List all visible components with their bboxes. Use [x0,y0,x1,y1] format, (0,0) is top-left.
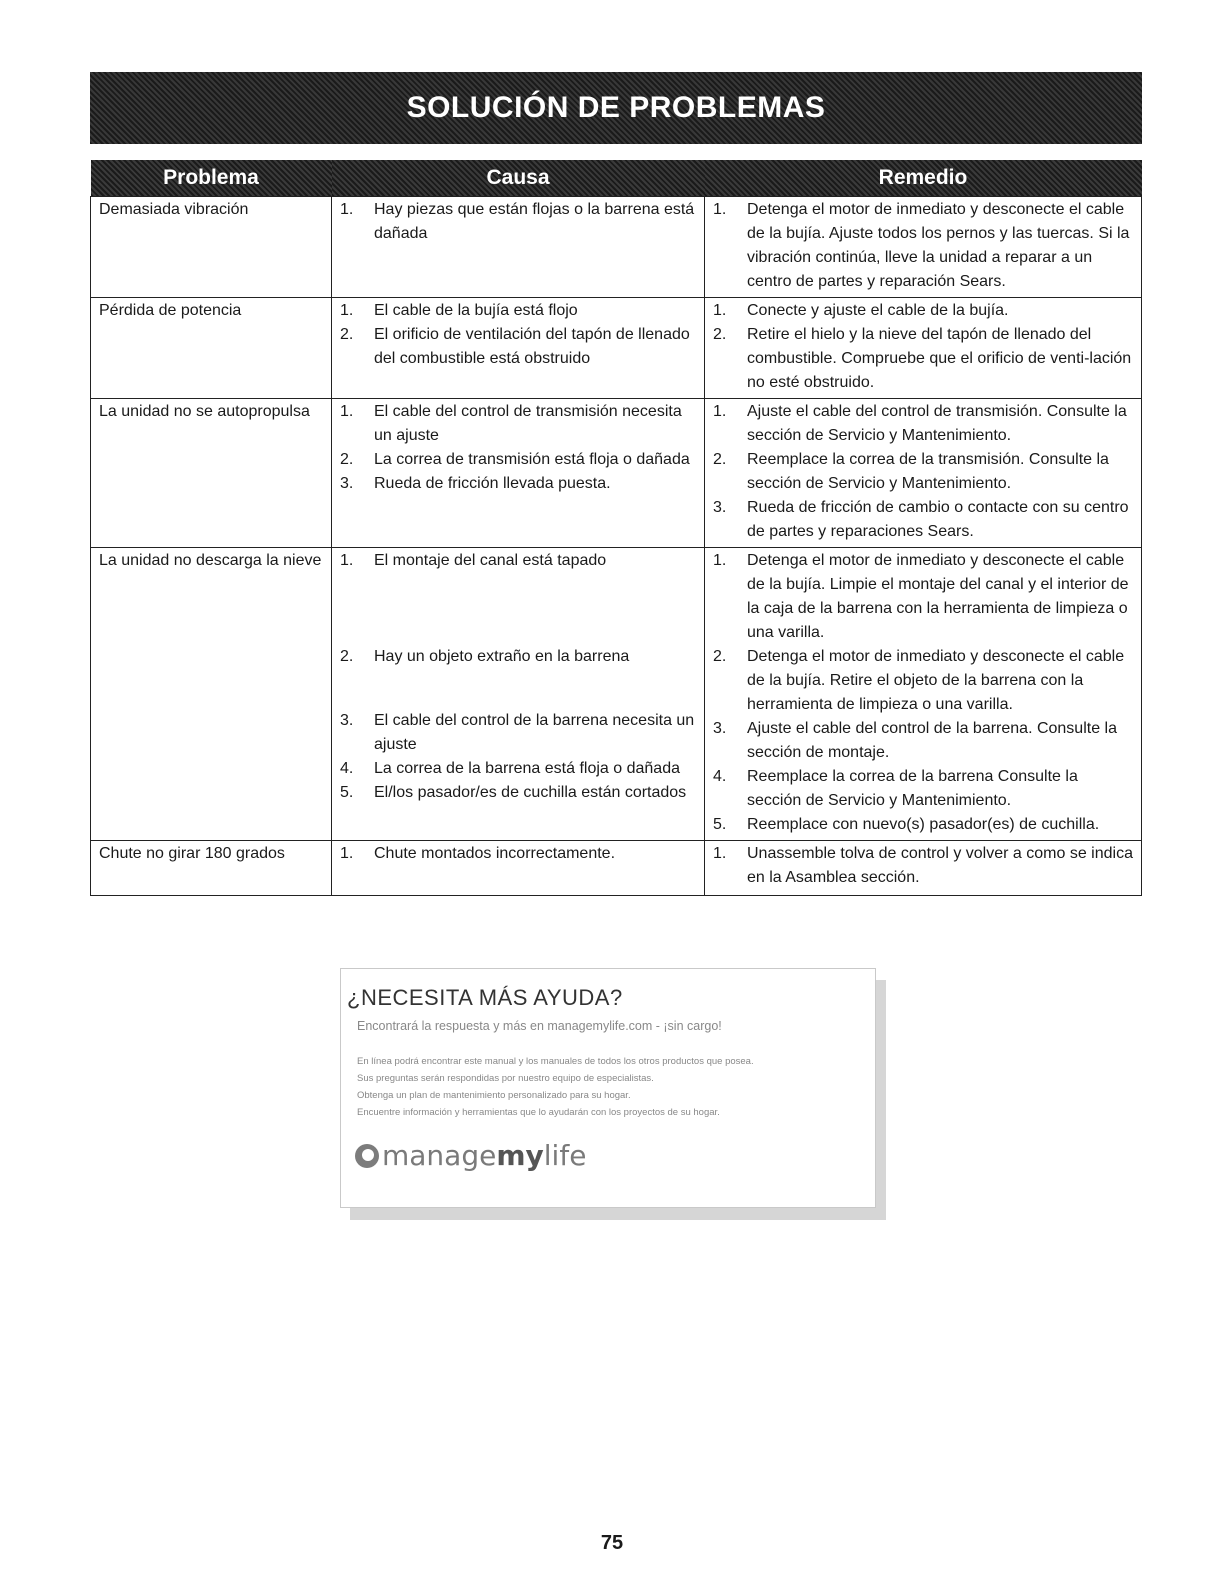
item-number: 3. [713,499,727,516]
remedy-cell [705,399,1142,548]
item-text: Reemplace con nuevo(s) pasador(es) de cuchilla. [747,816,1100,833]
item-number: 2. [340,451,354,468]
problem-cell: Demasiada vibración [91,197,332,298]
cause-item [340,709,698,757]
cause-item [340,842,698,866]
problem-cell: Pérdida de potencia [91,298,332,399]
item-text: Retire el hielo y la nieve del tapón de llenado del combustible. Compruebe que el orificio de venti-lación no esté obstruido. [747,326,1132,391]
help-bullets [357,1053,754,1121]
item-number: 3. [340,712,354,729]
table-row [91,197,1142,298]
item-text: Unassemble tolva de control y volver a como se indica en la Asamblea sección. [747,845,1133,886]
item-text: Detenga el motor de inmediato y desconecte el cable de la bujía. Retire el objeto de la barrena con la herramienta de limpieza o una varilla. [747,648,1125,713]
item-text: Conecte y ajuste el cable de la bujía. [747,302,1009,319]
cause-item [340,323,698,371]
troubleshooting-table [90,160,1142,896]
cause-item [340,757,698,781]
table-row [91,548,1142,841]
item-text: La correa de transmisión está floja o dañada [374,451,690,468]
table-row [91,399,1142,548]
cause-cell [332,399,705,548]
table-row [91,841,1142,896]
table-header-row [91,160,1142,197]
item-number: 1. [340,302,354,319]
item-text: El orificio de ventilación del tapón de llenado del combustible está obstruido [374,326,690,367]
item-number: 4. [713,768,727,785]
item-number: 2. [713,451,727,468]
item-number: 5. [340,784,354,801]
help-bullet: Sus preguntas serán respondidas por nuestro equipo de especialistas. [357,1073,654,1084]
remedy-item [713,645,1135,717]
item-number: 1. [340,201,354,218]
item-number: 1. [713,302,727,319]
item-text: El cable del control de transmisión necesita un ajuste [374,403,682,444]
cause-item [340,299,698,323]
cause-item [340,781,698,805]
remedy-item [713,765,1135,813]
item-number: 2. [340,648,354,665]
item-text: La correa de la barrena está floja o dañada [374,760,680,777]
cause-cell [332,548,705,841]
problem-cell: La unidad no se autopropulsa [91,399,332,548]
item-text: El montaje del canal está tapado [374,552,607,569]
item-number: 2. [340,326,354,343]
cause-item [340,448,698,472]
remedy-item [713,549,1135,645]
problem-cell: Chute no girar 180 grados [91,841,332,896]
item-text: Detenga el motor de inmediato y desconecte el cable de la bujía. Ajuste todos los pernos y las tuercas. Si la vibración continúa, lleve la unidad a reparar a un centro de partes y reparación Sears. [747,201,1130,290]
problem-cell: La unidad no descarga la nieve [91,548,332,841]
help-bullet: Encuentre información y herramientas que lo ayudarán con los proyectos de su hogar. [357,1107,720,1118]
help-bullet: En línea podrá encontrar este manual y los manuales de todos los otros productos que posea. [357,1056,754,1067]
item-number: 3. [713,720,727,737]
item-number: 5. [713,816,727,833]
item-number: 1. [713,201,727,218]
remedy-item [713,198,1135,294]
page-number: 75 [600,1532,624,1554]
help-subtitle: Encontrará la respuesta y más en managemylife.com - ¡sin cargo! [357,1019,722,1033]
help-bullet: Obtenga un plan de mantenimiento personalizado para su hogar. [357,1090,631,1101]
item-text: Ajuste el cable del control de la barrena. Consulte la sección de montaje. [747,720,1117,761]
remedy-item [713,323,1135,395]
cause-cell [332,841,705,896]
item-number: 1. [713,403,727,420]
item-text: Reemplace la correa de la transmisión. Consulte la sección de Servicio y Mantenimiento. [747,451,1109,492]
remedy-cell [705,298,1142,399]
help-box [340,968,876,1208]
item-number: 1. [340,845,354,862]
help-title: ¿NECESITA MÁS AYUDA? [347,985,623,1010]
remedy-item [713,448,1135,496]
header-cause: Causa [332,160,705,197]
remedy-item [713,813,1135,837]
cause-item [340,400,698,448]
remedy-item [713,717,1135,765]
table-row [91,298,1142,399]
cause-cell [332,298,705,399]
remedy-cell [705,548,1142,841]
cause-item [340,645,698,669]
title-bar [90,72,1142,144]
item-text: Ajuste el cable del control de transmisión. Consulte la sección de Servicio y Mantenimiento. [747,403,1127,444]
remedy-item [713,496,1135,544]
item-number: 1. [340,552,354,569]
item-number: 1. [340,403,354,420]
managemylife-logo [355,1139,586,1172]
item-number: 1. [713,845,727,862]
item-number: 1. [713,552,727,569]
item-text: Reemplace la correa de la barrena Consulte la sección de Servicio y Mantenimiento. [747,768,1078,809]
cause-item [340,472,698,496]
logo-text: managemylife [382,1139,587,1172]
logo-icon [355,1144,379,1168]
item-text: Rueda de fricción llevada puesta. [374,475,611,492]
remedy-cell [705,197,1142,298]
header-remedy: Remedio [705,160,1142,197]
header-problem: Problema [91,160,332,197]
item-text: El cable de la bujía está flojo [374,302,578,319]
remedy-item [713,842,1135,890]
item-text: El cable del control de la barrena necesita un ajuste [374,712,695,753]
item-text: Hay piezas que están flojas o la barrena está dañada [374,201,695,242]
item-text: Detenga el motor de inmediato y desconecte el cable de la bujía. Limpie el montaje del canal y el interior de la caja de la barrena con la herramienta de limpieza o una varilla. [747,552,1129,641]
item-text: El/los pasador/es de cuchilla están cortados [374,784,687,801]
cause-item [340,198,698,246]
item-number: 4. [340,760,354,777]
item-number: 2. [713,648,727,665]
remedy-item [713,400,1135,448]
remedy-cell [705,841,1142,896]
item-number: 2. [713,326,727,343]
item-text: Hay un objeto extraño en la barrena [374,648,630,665]
cause-item [340,549,698,573]
page-title: SOLUCIÓN DE PROBLEMAS [406,91,826,124]
cause-cell [332,197,705,298]
item-text: Rueda de fricción de cambio o contacte con su centro de partes y reparaciones Sears. [747,499,1129,540]
remedy-item [713,299,1135,323]
item-text: Chute montados incorrectamente. [374,845,616,862]
item-number: 3. [340,475,354,492]
